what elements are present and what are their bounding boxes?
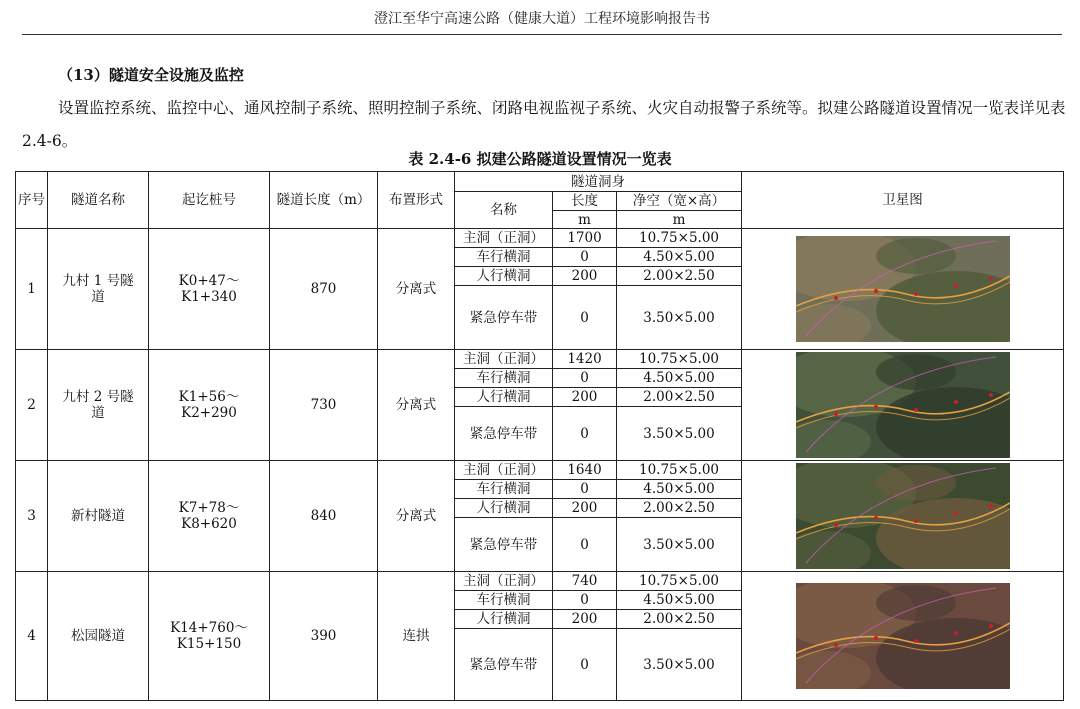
row-seq: 2 (16, 350, 48, 461)
header-sub-clear: 净空（宽×高） (617, 192, 742, 211)
part-length: 0 (553, 629, 617, 701)
part-clear: 3.50×5.00 (617, 286, 742, 350)
satellite-image (796, 463, 1010, 569)
header-sub-length: 长度 (553, 192, 617, 211)
part-clear: 2.00×2.50 (617, 267, 742, 286)
part-clear: 4.50×5.00 (617, 248, 742, 267)
part-name: 人行横洞 (455, 610, 553, 629)
part-clear: 4.50×5.00 (617, 591, 742, 610)
part-length: 1700 (553, 229, 617, 248)
tunnel-table (15, 171, 1064, 701)
part-clear: 2.00×2.50 (617, 499, 742, 518)
row-length: 730 (270, 350, 378, 461)
satellite-cell (742, 572, 1064, 701)
row-tunnel-name: 九村 2 号隧道 (48, 350, 149, 461)
part-name: 车行横洞 (455, 591, 553, 610)
row-layout: 分离式 (378, 229, 455, 350)
part-length: 0 (553, 591, 617, 610)
part-name: 人行横洞 (455, 499, 553, 518)
part-name: 主洞（正洞） (455, 350, 553, 369)
part-name: 车行横洞 (455, 369, 553, 388)
part-length: 200 (553, 499, 617, 518)
part-length: 200 (553, 610, 617, 629)
header-unit-length: m (553, 211, 617, 229)
part-name: 车行横洞 (455, 480, 553, 499)
header-seq: 序号 (16, 172, 48, 229)
part-length: 0 (553, 286, 617, 350)
table-row (16, 350, 1064, 369)
part-name: 紧急停车带 (455, 286, 553, 350)
row-length: 840 (270, 461, 378, 572)
row-layout: 分离式 (378, 461, 455, 572)
section-title: （13）隧道安全设施及监控 (58, 66, 244, 84)
part-length: 200 (553, 388, 617, 407)
part-clear: 10.75×5.00 (617, 461, 742, 480)
row-station: K14+760～K15+150 (149, 572, 270, 701)
row-tunnel-name: 松园隧道 (48, 572, 149, 701)
satellite-cell (742, 229, 1064, 350)
part-clear: 10.75×5.00 (617, 572, 742, 591)
part-clear: 2.00×2.50 (617, 610, 742, 629)
section-paragraph: 设置监控系统、监控中心、通风控制子系统、照明控制子系统、闭路电视监视子系统、火灾自动报警子系统等。拟建公路隧道设置情况一览表详见表 2.4-6。 (22, 99, 1066, 150)
part-length: 0 (553, 407, 617, 461)
part-length: 200 (553, 267, 617, 286)
satellite-image (796, 236, 1010, 342)
part-length: 740 (553, 572, 617, 591)
header-unit-clear: m (617, 211, 742, 229)
part-clear: 3.50×5.00 (617, 629, 742, 701)
header-station: 起讫桩号 (149, 172, 270, 229)
row-station: K0+47～K1+340 (149, 229, 270, 350)
table-row (16, 572, 1064, 591)
header-satellite: 卫星图 (742, 172, 1064, 229)
part-name: 人行横洞 (455, 267, 553, 286)
table-row (16, 461, 1064, 480)
part-length: 1640 (553, 461, 617, 480)
part-name: 紧急停车带 (455, 518, 553, 572)
part-clear: 10.75×5.00 (617, 350, 742, 369)
part-length: 1420 (553, 350, 617, 369)
part-clear: 2.00×2.50 (617, 388, 742, 407)
part-length: 0 (553, 518, 617, 572)
header-length: 隧道长度（m） (270, 172, 378, 229)
row-length: 390 (270, 572, 378, 701)
document-header: 澄江至华宁高速公路（健康大道）工程环境影响报告书 (22, 8, 1062, 35)
part-clear: 3.50×5.00 (617, 407, 742, 461)
header-name: 隧道名称 (48, 172, 149, 229)
row-station: K1+56～K2+290 (149, 350, 270, 461)
part-length: 0 (553, 369, 617, 388)
satellite-cell (742, 350, 1064, 461)
satellite-image (796, 352, 1010, 458)
row-seq: 3 (16, 461, 48, 572)
header-sub-name: 名称 (455, 192, 553, 229)
row-tunnel-name: 九村 1 号隧道 (48, 229, 149, 350)
part-clear: 4.50×5.00 (617, 369, 742, 388)
header-layout: 布置形式 (378, 172, 455, 229)
part-clear: 4.50×5.00 (617, 480, 742, 499)
part-name: 人行横洞 (455, 388, 553, 407)
header-body-group: 隧道洞身 (455, 172, 742, 192)
row-tunnel-name: 新村隧道 (48, 461, 149, 572)
row-seq: 4 (16, 572, 48, 701)
table-row (16, 229, 1064, 248)
satellite-image (796, 583, 1010, 689)
part-name: 主洞（正洞） (455, 461, 553, 480)
table-caption: 表 2.4-6 拟建公路隧道设置情况一览表 (408, 150, 672, 168)
part-name: 主洞（正洞） (455, 229, 553, 248)
part-clear: 10.75×5.00 (617, 229, 742, 248)
part-name: 紧急停车带 (455, 629, 553, 701)
row-layout: 连拱 (378, 572, 455, 701)
row-seq: 1 (16, 229, 48, 350)
part-clear: 3.50×5.00 (617, 518, 742, 572)
part-name: 紧急停车带 (455, 407, 553, 461)
row-layout: 分离式 (378, 350, 455, 461)
row-length: 870 (270, 229, 378, 350)
part-length: 0 (553, 248, 617, 267)
part-name: 主洞（正洞） (455, 572, 553, 591)
part-name: 车行横洞 (455, 248, 553, 267)
part-length: 0 (553, 480, 617, 499)
satellite-cell (742, 461, 1064, 572)
row-station: K7+78～K8+620 (149, 461, 270, 572)
